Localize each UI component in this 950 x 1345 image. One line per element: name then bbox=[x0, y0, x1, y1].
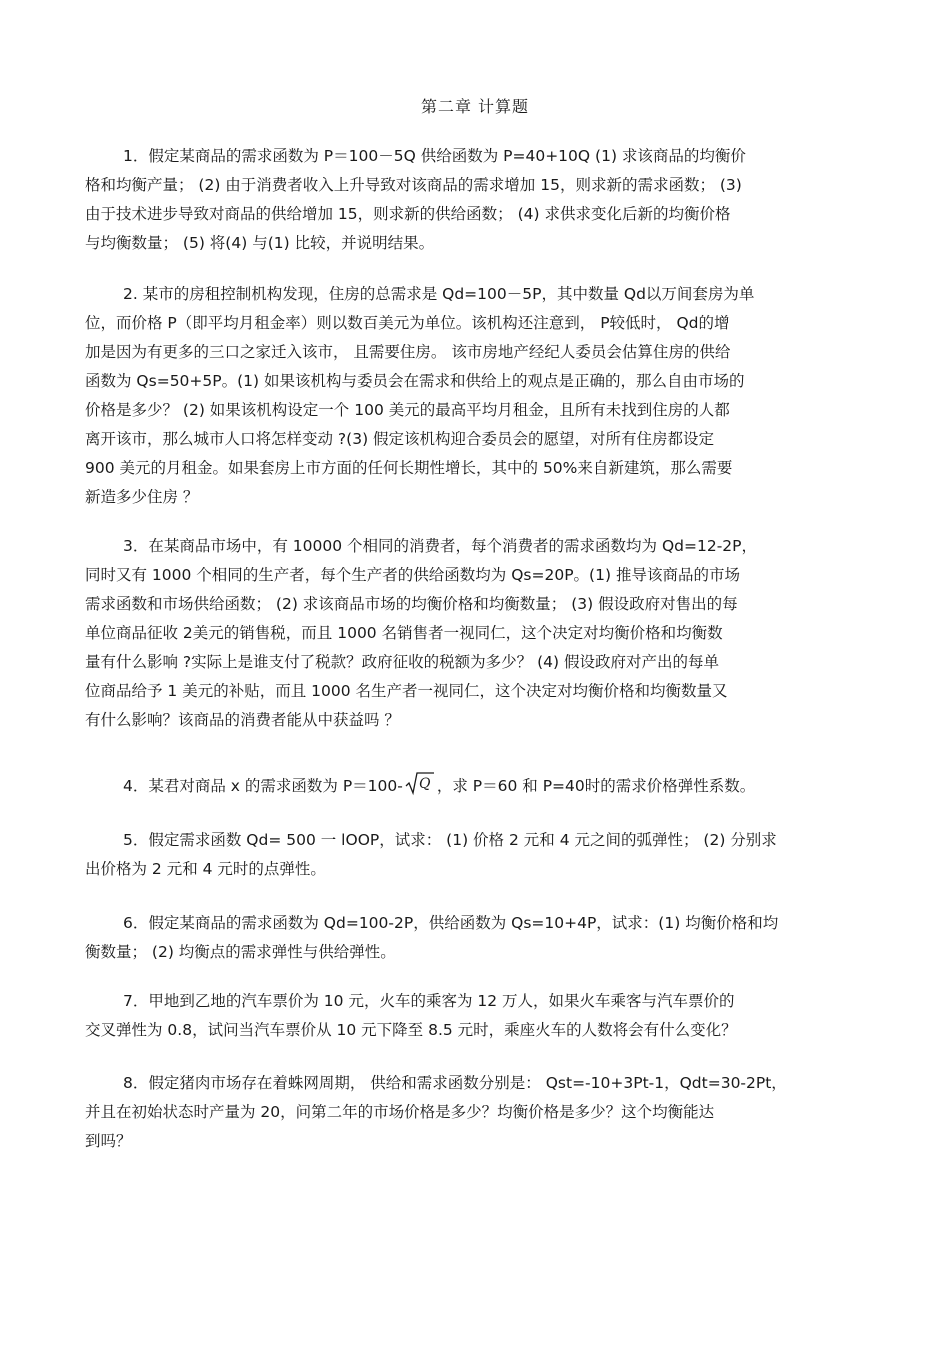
question-1-line-2: 格和均衡产量； (2) 由于消费者收入上升导致对该商品的需求增加 15，则求新的需求函数； (3) bbox=[85, 176, 742, 194]
question-3-line-3: 需求函数和市场供给函数； (2) 求该商品市场的均衡价格和均衡数量； (3) 假设政府对售出的每 bbox=[85, 595, 738, 613]
question-7 bbox=[85, 987, 865, 1045]
question-2-line-6: 离开该市，那么城市人口将怎样变动 ?(3) 假定该机构迎合委员会的愿望，对所有住房都设定 bbox=[85, 430, 715, 448]
sqrt-argument: Q bbox=[418, 776, 431, 792]
question-1-line-4: 与均衡数量； (5) 将(4) 与(1) 比较，并说明结果。 bbox=[85, 234, 435, 252]
question-3-line-4: 单位商品征收 2美元的销售税，而且 1000 名销售者一视同仁，这个决定对均衡价格和均衡数 bbox=[85, 624, 723, 642]
question-8-line-2: 并且在初始状态时产量为 20，问第二年的市场价格是多少？均衡价格是多少？这个均衡能达 bbox=[85, 1103, 715, 1121]
question-3 bbox=[85, 532, 865, 735]
question-2-line-7: 900 美元的月租金。如果套房上市方面的任何长期性增长，其中的 50%来自新建筑，那么需要 bbox=[85, 459, 733, 477]
question-7-line-1: 7．甲地到乙地的汽车票价为 10 元，火车的乘客为 12 万人，如果火车乘客与汽车票价的 bbox=[123, 992, 735, 1010]
question-5 bbox=[85, 826, 865, 884]
question-6-line-2: 衡数量； (2) 均衡点的需求弹性与供给弹性。 bbox=[85, 943, 396, 961]
question-4-text-before: 4．某君对商品 x 的需求函数为 P＝100- bbox=[123, 777, 403, 795]
question-4-line-1 bbox=[85, 771, 865, 807]
question-8-line-1: 8．假定猪肉市场存在着蛛网周期， 供给和需求函数分别是： Qst=-10+3Pt-1，Qdt=30-2Pt， bbox=[123, 1074, 787, 1092]
question-5-line-1: 5．假定需求函数 Qd= 500 一 lOOP，试求： (1) 价格 2 元和 4 元之间的弧弹性； (2) 分别求 bbox=[123, 831, 777, 849]
question-6 bbox=[85, 909, 865, 967]
question-2-line-2: 位，而价格 P（即平均月租金率）则以数百美元为单位。该机构还注意到， P较低时， Qd的增 bbox=[85, 314, 730, 332]
question-2-line-3: 加是因为有更多的三口之家迁入该市， 且需要住房。 该市房地产经纪人委员会估算住房的供给 bbox=[85, 343, 731, 361]
question-1-line-1: 1．假定某商品的需求函数为 P＝100－5Q 供给函数为 P=40+10Q (1) 求该商品的均衡价 bbox=[123, 147, 746, 165]
question-3-line-5: 量有什么影响 ?实际上是谁支付了税款？政府征收的税额为多少？ (4) 假设政府对产出的每单 bbox=[85, 653, 719, 671]
chapter-title: 第二章 计算题 bbox=[420, 97, 530, 116]
sqrt-symbol bbox=[405, 771, 435, 807]
question-1 bbox=[85, 142, 865, 258]
question-3-line-7: 有什么影响？该商品的消费者能从中获益吗 ？ bbox=[85, 711, 400, 729]
question-2-line-4: 函数为 Qs=50+5P。(1) 如果该机构与委员会在需求和供给上的观点是正确的，那么自由市场的 bbox=[85, 372, 745, 390]
question-2 bbox=[85, 280, 865, 512]
question-6-line-1: 6．假定某商品的需求函数为 Qd=100-2P，供给函数为 Qs=10+4P，试求：(1) 均衡价格和均 bbox=[123, 914, 779, 932]
question-8-line-3: 到吗？ bbox=[85, 1132, 132, 1150]
question-7-line-2: 交叉弹性为 0.8，试问当汽车票价从 10 元下降至 8.5 元时，乘座火车的人数将会有什么变化？ bbox=[85, 1021, 737, 1039]
question-5-line-2: 出价格为 2 元和 4 元时的点弹性。 bbox=[85, 860, 326, 878]
question-2-line-8: 新造多少住房 ？ bbox=[85, 488, 199, 506]
question-3-line-6: 位商品给予 1 美元的补贴，而且 1000 名生产者一视同仁，这个决定对均衡价格和均衡数量又 bbox=[85, 682, 728, 700]
question-3-line-1: 3．在某商品市场中，有 10000 个相同的消费者，每个消费者的需求函数均为 Qd=12-2P， bbox=[123, 537, 758, 555]
question-4 bbox=[85, 771, 865, 807]
question-8 bbox=[85, 1069, 865, 1156]
question-1-line-3: 由于技术进步导致对商品的供给增加 15，则求新的供给函数； (4) 求供求变化后新的均衡价格 bbox=[85, 205, 731, 223]
question-3-line-2: 同时又有 1000 个相同的生产者，每个生产者的供给函数均为 Qs=20P。(1) 推导该商品的市场 bbox=[85, 566, 740, 584]
question-2-line-1: 2. 某市的房租控制机构发现，住房的总需求是 Qd=100－5P，其中数量 Qd以万间套房为单 bbox=[123, 285, 755, 303]
question-2-line-5: 价格是多少？ (2) 如果该机构设定一个 100 美元的最高平均月租金，且所有未找到住房的人都 bbox=[85, 401, 730, 419]
question-4-text-after: ，求 P＝60 和 P=40时的需求价格弹性系数。 bbox=[436, 777, 756, 795]
